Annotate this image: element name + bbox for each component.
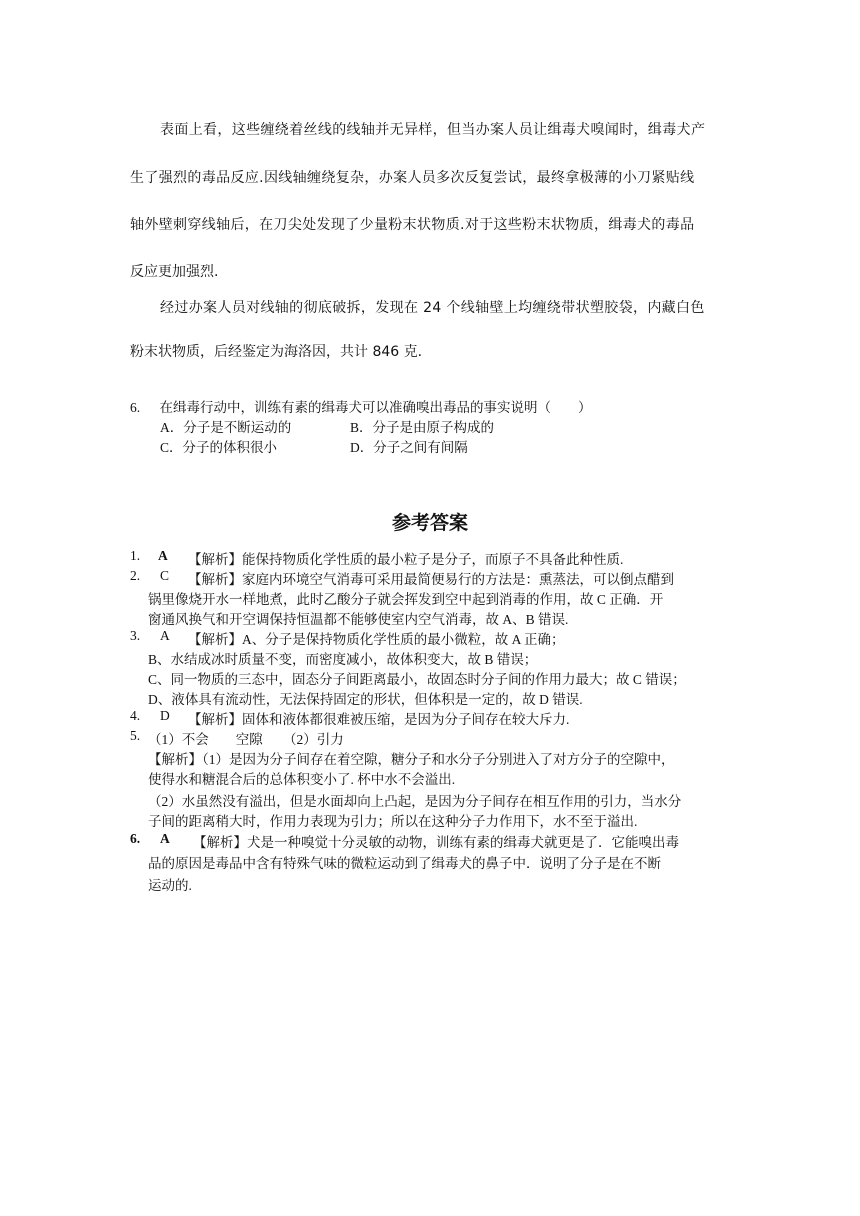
answer-number: 4. bbox=[130, 708, 141, 723]
answer-letter: A bbox=[160, 831, 170, 846]
question-stem: 在缉毒行动中，训练有素的缉毒犬可以准确嗅出毒品的事实说明（ ） bbox=[159, 400, 592, 415]
answer-number: 6. bbox=[130, 831, 141, 846]
question-6 bbox=[130, 396, 592, 416]
answer-explanation-line: 使得水和糖混合后的总体积变小了. 杯中水不会溢出. bbox=[148, 772, 456, 787]
answer-explanation-line: 【解析】A、分子是保持物质化学性质的最小微粒，故 A 正确； bbox=[188, 632, 565, 647]
answer-explanation-line: 【解析】犬是一种嗅觉十分灵敏的动物，训练有素的缉毒犬就更是了．它能嗅出毒 bbox=[193, 835, 679, 850]
option-d: D．分子之间有间隔 bbox=[350, 440, 468, 455]
answer-explanation-line: 子间的距离稍大时，作用力表现为引力；所以在这种分子力作用下，水不至于溢出. bbox=[148, 814, 638, 829]
question-number: 6. bbox=[130, 400, 141, 415]
option-a: A．分子是不断运动的 bbox=[160, 420, 292, 435]
answer-explanation-line: 【解析】家庭内环境空气消毒可采用最简便易行的方法是：熏蒸法，可以倒点醋到 bbox=[188, 572, 674, 587]
passage-line: 经过办案人员对线轴的彻底破拆，发现在 24 个线轴壁上均缠绕带状塑胶袋，内藏白色 bbox=[160, 300, 705, 316]
answer-explanation-line: 品的原因是毒品中含有特殊气味的微粒运动到了缉毒犬的鼻子中．说明了分子是在不断 bbox=[148, 856, 661, 871]
answer-number: 2. bbox=[130, 568, 141, 583]
passage-line: 反应更加强烈. bbox=[130, 264, 219, 280]
answer-explanation-line: C、同一物质的三态中，固态分子间距离最小，故固态时分子间的作用力最大；故 C 错误； bbox=[148, 672, 686, 687]
option-b: B．分子是由原子构成的 bbox=[350, 420, 495, 435]
answers-title: 参考答案 bbox=[391, 512, 468, 534]
answer-explanation-line: 【解析】能保持物质化学性质的最小粒子是分子，而原子不具备此种性质. bbox=[188, 552, 624, 567]
answer-fill-in: （1）不会 空隙 （2）引力 bbox=[148, 732, 344, 747]
answer-explanation-line: （2）水虽然没有溢出，但是水面却向上凸起，是因为分子间存在相互作用的引力，当水分 bbox=[148, 794, 682, 809]
option-c: C．分子的体积很小 bbox=[160, 440, 278, 455]
answer-explanation-line: 窗通风换气和开空调保持恒温都不能够使室内空气消毒，故 A、B 错误. bbox=[148, 612, 569, 627]
answer-number: 1. bbox=[130, 548, 141, 563]
answer-explanation-line: B、水结成冰时质量不变，而密度减小，故体积变大，故 B 错误； bbox=[148, 652, 538, 667]
answer-explanation-line: 运动的. bbox=[148, 878, 192, 893]
answer-number: 5. bbox=[130, 728, 141, 743]
answer-explanation-line: D、液体具有流动性，无法保持固定的形状，但体积是一定的，故 D 错误. bbox=[148, 692, 583, 707]
answer-explanation-line: 【解析】（1）是因为分子间存在着空隙，糖分子和水分子分别进入了对方分子的空隙中， bbox=[148, 752, 675, 767]
answer-explanation-line: 【解析】固体和液体都很难被压缩，是因为分子间存在较大斥力. bbox=[188, 712, 570, 727]
answer-letter: C bbox=[160, 568, 170, 583]
answer-number: 3. bbox=[130, 628, 141, 643]
passage-line: 轴外壁刺穿线轴后，在刀尖处发现了少量粉末状物质.对于这些粉末状物质，缉毒犬的毒品 bbox=[130, 217, 695, 233]
answer-letter: A bbox=[158, 548, 168, 563]
answer-letter: A bbox=[160, 628, 170, 643]
answer-explanation-line: 锅里像烧开水一样地煮，此时乙酸分子就会挥发到空中起到消毒的作用，故 C 正确．开 bbox=[148, 592, 664, 607]
passage-line: 生了强烈的毒品反应.因线轴缠绕复杂，办案人员多次反复尝试，最终拿极薄的小刀紧贴线 bbox=[130, 170, 695, 186]
passage-paragraph-1 bbox=[130, 120, 730, 282]
passage-line: 粉末状物质，后经鉴定为海洛因，共计 846 克. bbox=[130, 344, 423, 360]
passage-line: 表面上看，这些缠绕着丝线的线轴并无异样，但当办案人员让缉毒犬嗅闻时，缉毒犬产 bbox=[160, 122, 706, 138]
passage-paragraph-2 bbox=[130, 298, 730, 362]
answer-letter: D bbox=[160, 708, 170, 723]
